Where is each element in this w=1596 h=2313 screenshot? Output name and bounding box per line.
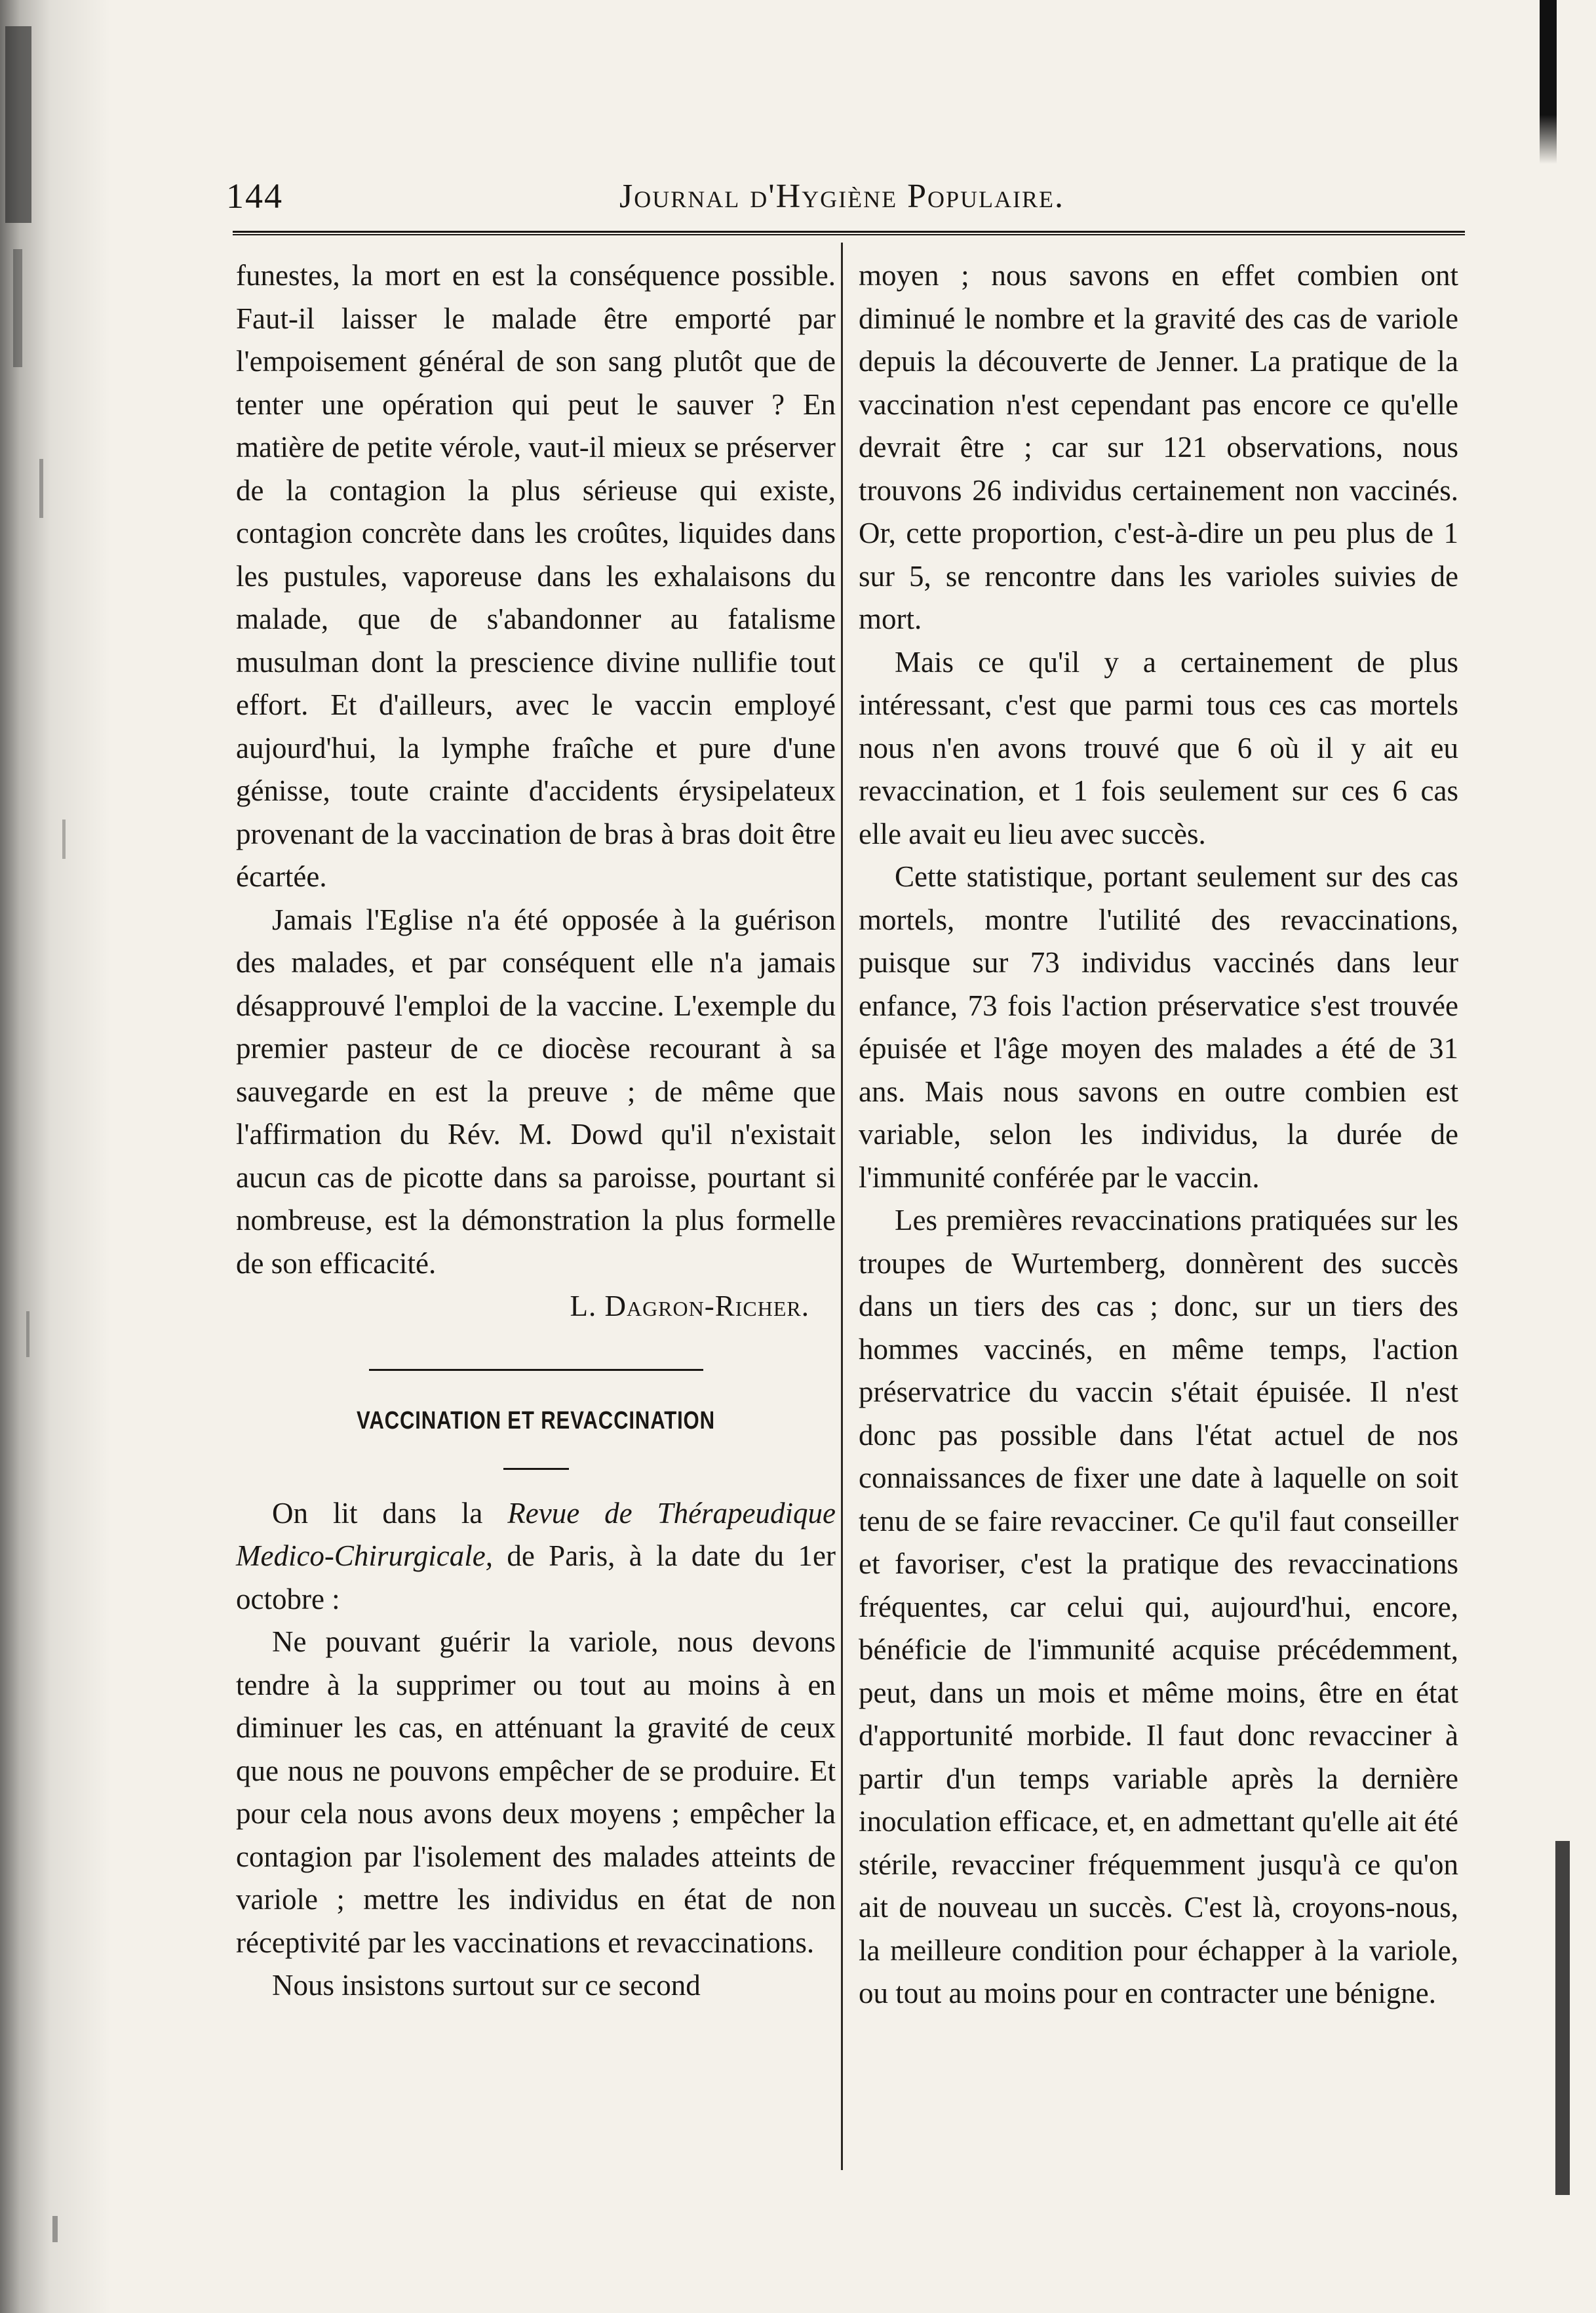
- paragraph: Ne pouvant guérir la variole, nous devons tendre à la supprimer ou tout au moins à en diminuer les cas, en atténuant la gravité de ceux que nous ne pouvons empêcher de se produire. Et pour cela nous avons deux moyens ; empêcher la contagion par l'isolement des malades atteints de variole ; mettre les individus en état de non réceptivité par les vaccinations et revaccinations.: [236, 1625, 836, 1959]
- scan-edge-mark: [1540, 0, 1557, 164]
- paragraph: Mais ce qu'il y a certainement de plus intéressant, c'est que parmi tous ces cas mortels nous n'en avons trouvé que 6 où il y ait eu revaccination, et 1 fois seulement sur ces 6 cas elle avait eu lieu avec succès.: [859, 645, 1458, 850]
- paragraph: Cette statistique, portant seulement sur des cas mortels, montre l'utilité des revaccinations, puisque sur 73 individus vaccinés dans leur enfance, 73 fois l'action préservatice s'est trouvée épuisée et l'âge moyen des malades a été de 31 ans. Mais nous savons en outre combien est variable, selon les individus, la durée de l'immunité conférée par le vaccin.: [859, 860, 1458, 1194]
- right-column: [859, 254, 1458, 2015]
- header-rule: [233, 231, 1465, 235]
- paragraph-text: de Paris, à la date du 1er octobre :: [236, 1539, 836, 1615]
- article-author: L. Dagron-Richer.: [570, 1290, 809, 1322]
- page-header: [226, 176, 1468, 228]
- paragraph: moyen ; nous savons en effet combien ont diminué le nombre et la gravité des cas de variole depuis la découverte de Jenner. La pratique de la vaccination n'est cependant pas encore ce qu'elle devrait être ; car sur 121 observations, nous trouvons 26 individus certainement non vaccinés. Or, cette proportion, c'est-à-dire un peu plus de 1 sur 5, se rencontre dans les varioles suivies de mort.: [859, 259, 1458, 635]
- page-number: 144: [226, 176, 283, 216]
- section-divider: [503, 1468, 569, 1470]
- paragraph-text: On lit dans la: [272, 1496, 508, 1530]
- paragraph: [236, 1492, 836, 1621]
- column-divider: [841, 243, 843, 2170]
- paragraph: funestes, la mort en est la conséquence possible. Faut-il laisser le malade être emporté par l'empoisement général de son sang plutôt que de tenter une opération qui peut le sauver ? En matière de petite vérole, vaut-il mieux se préserver de la contagion la plus sérieuse qui existe, contagion concrète dans les croûtes, liquides dans les pustules, vaporeuse dans les exhalaisons du malade, que de s'abandonner au fatalisme musulman dont la prescience divine nullifie tout effort. Et d'ailleurs, avec le vaccin employé aujourd'hui, la lymphe fraîche et pure d'une génisse, toute crainte d'accidents érysipelateux provenant de la vaccination de bras à bras doit être écartée.: [236, 259, 836, 893]
- paragraph: Nous insistons surtout sur ce second: [272, 1969, 701, 2002]
- left-column: [236, 254, 836, 2007]
- journal-title: Journal d'Hygiène Populaire.: [619, 178, 1065, 215]
- journal-reference: Revue de Thérapeudique Medico-Chirurgicale,: [236, 1496, 836, 1572]
- paragraph: Jamais l'Eglise n'a été opposée à la guérison des malades, et par conséquent elle n'a jamais désapprouvé l'emploi de la vaccine. L'exemple du premier pasteur de ce diocèse recourant à sa sauvegarde en est la preuve ; de même que l'affirmation du Rév. M. Dowd qu'il n'existait aucun cas de picotte dans sa paroisse, pourtant si nombreuse, est la démonstration la plus formelle de son efficacité.: [236, 903, 836, 1280]
- paragraph: Les premières revaccinations pratiquées sur les troupes de Wurtemberg, donnèrent des succès dans un tiers des cas ; donc, sur un tiers des hommes vaccinés, en même temps, l'action préservatrice du vaccin s'était épuisée. Il n'est donc pas possible dans l'état actuel de nos connaissances de fixer une date à laquelle on soit tenu de se faire revacciner. Ce qu'il faut conseiller et favoriser, c'est la pratique des revaccinations fréquentes, car celui qui, aujourd'hui, encore, bénéficie de l'immunité acquise précédemment, peut, dans un mois et même moins, être en état d'apportunité morbide. Il faut donc revacciner à partir d'un temps variable après la dernière inoculation efficace, et, en admettant qu'elle ait été stérile, revacciner fréquemment jusqu'à ce qu'on ait de nouveau un succès. C'est là, croyons-nous, la meilleure condition pour échapper à la variole, ou tout au moins pour en contracter une bénigne.: [859, 1204, 1458, 2009]
- section-divider: [369, 1369, 703, 1371]
- scan-edge-mark: [1555, 1841, 1570, 2195]
- scan-gutter-shadow: [0, 0, 111, 2313]
- section-title: VACCINATION ET REVACCINATION: [357, 1406, 715, 1434]
